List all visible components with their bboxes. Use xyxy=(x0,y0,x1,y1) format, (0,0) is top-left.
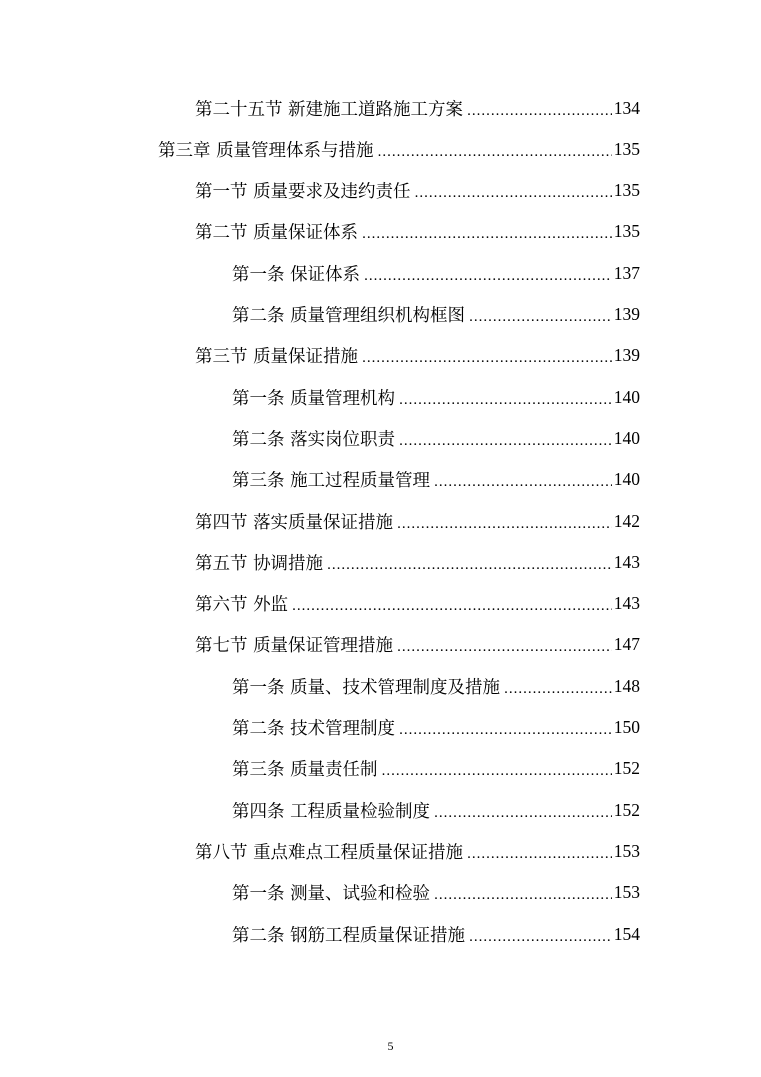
toc-dot-leader xyxy=(467,103,612,120)
toc-entry-title: 第四条 工程质量检验制度 xyxy=(232,801,431,822)
toc-entry[interactable] xyxy=(232,253,640,293)
toc-dot-leader xyxy=(292,598,612,615)
toc-entry-title: 第一条 保证体系 xyxy=(232,264,361,285)
toc-dot-leader xyxy=(382,763,612,780)
toc-entry[interactable] xyxy=(232,914,640,954)
toc-entry-page: 148 xyxy=(613,675,640,696)
toc-entry-title: 第二条 质量管理组织机构框图 xyxy=(232,306,466,326)
toc-entry[interactable] xyxy=(195,88,640,128)
toc-dot-leader xyxy=(397,516,612,533)
toc-entry-title: 第六节 外监 xyxy=(195,595,289,616)
toc-entry-title: 第一条 质量、技术管理制度及措施 xyxy=(232,677,501,698)
toc-entry-page: 143 xyxy=(613,593,640,614)
toc-entry-page: 139 xyxy=(613,345,640,366)
toc-entry[interactable] xyxy=(195,625,640,665)
toc-dot-leader xyxy=(362,350,612,367)
toc-entry-page: 152 xyxy=(613,799,640,820)
toc-entry[interactable] xyxy=(232,749,640,789)
toc-entry[interactable] xyxy=(195,542,640,582)
toc-entry[interactable] xyxy=(195,501,640,541)
toc-entry-page: 140 xyxy=(613,386,640,407)
toc-entry[interactable] xyxy=(195,584,640,624)
toc-entry-title: 第二节 质量保证体系 xyxy=(195,223,359,244)
toc-entry[interactable] xyxy=(232,377,640,417)
toc-dot-leader xyxy=(434,474,612,491)
toc-entry-page: 137 xyxy=(613,262,640,283)
toc-entry[interactable] xyxy=(232,460,640,500)
toc-entry-page: 135 xyxy=(613,180,640,201)
toc-dot-leader xyxy=(504,681,612,698)
toc-entry-page: 150 xyxy=(613,717,640,737)
toc-entry-page: 135 xyxy=(613,221,640,242)
toc-dot-leader xyxy=(469,309,612,326)
toc-entry-page: 147 xyxy=(613,634,640,655)
toc-entry-title: 第一条 测量、试验和检验 xyxy=(232,884,431,905)
toc-entry-page: 142 xyxy=(613,510,640,531)
toc-entry[interactable] xyxy=(232,708,640,748)
toc-dot-leader xyxy=(399,433,612,450)
toc-dot-leader xyxy=(434,887,612,904)
toc-dot-leader xyxy=(467,846,612,863)
toc-entry-page: 140 xyxy=(613,427,640,448)
toc-entry[interactable] xyxy=(195,336,640,376)
toc-entry-title: 第一条 质量管理机构 xyxy=(232,388,396,409)
toc-entry-page: 152 xyxy=(613,758,640,779)
toc-entry-page: 143 xyxy=(613,551,640,572)
toc-entry-title: 第二条 钢筋工程质量保证措施 xyxy=(232,925,466,946)
toc-entry-page: 153 xyxy=(613,882,640,903)
toc-entry-title: 第五节 协调措施 xyxy=(195,553,324,574)
toc-entry[interactable] xyxy=(232,295,640,335)
toc-entry-page: 134 xyxy=(613,97,640,118)
toc-dot-leader xyxy=(397,639,612,656)
toc-entry[interactable] xyxy=(232,790,640,830)
toc-dot-leader xyxy=(434,805,612,822)
toc-entry-page: 153 xyxy=(613,840,640,861)
toc-entry-page: 140 xyxy=(613,469,640,490)
toc-dot-leader xyxy=(415,185,612,202)
toc-entry-title: 第三条 施工过程质量管理 xyxy=(232,471,431,492)
toc-entry[interactable] xyxy=(158,129,640,169)
toc-entry-title: 第二十五节 新建施工道路施工方案 xyxy=(195,99,464,120)
toc-entry[interactable] xyxy=(195,212,640,252)
toc-dot-leader xyxy=(469,929,612,946)
toc-entry[interactable] xyxy=(232,666,640,706)
toc-dot-leader xyxy=(378,144,612,161)
toc-entry-title: 第四节 落实质量保证措施 xyxy=(195,512,394,533)
toc-entry-page: 139 xyxy=(613,304,640,324)
toc-entry-title: 第一节 质量要求及违约责任 xyxy=(195,182,411,203)
toc-entry[interactable] xyxy=(232,873,640,913)
toc-entry[interactable] xyxy=(195,171,640,211)
toc-dot-leader xyxy=(399,392,612,409)
toc-entry-title: 第二条 技术管理制度 xyxy=(232,719,396,739)
toc-dot-leader xyxy=(364,268,612,285)
toc-entry[interactable] xyxy=(195,831,640,871)
toc-entry-title: 第三节 质量保证措施 xyxy=(195,347,359,368)
toc-entry-title: 第三条 质量责任制 xyxy=(232,760,378,781)
page-number: 5 xyxy=(387,1039,394,1053)
toc-entry-title: 第七节 质量保证管理措施 xyxy=(195,636,394,657)
toc-entry-title: 第八节 重点难点工程质量保证措施 xyxy=(195,842,464,863)
toc-dot-leader xyxy=(399,722,612,739)
toc-entry-title: 第三章 质量管理体系与措施 xyxy=(158,140,374,161)
toc-entry-title: 第二条 落实岗位职责 xyxy=(232,429,396,450)
toc-dot-leader xyxy=(362,226,612,243)
toc-entry-page: 154 xyxy=(613,923,640,944)
toc-entry-page: 135 xyxy=(613,138,640,159)
toc-entry[interactable] xyxy=(232,418,640,458)
toc-dot-leader xyxy=(327,557,612,574)
